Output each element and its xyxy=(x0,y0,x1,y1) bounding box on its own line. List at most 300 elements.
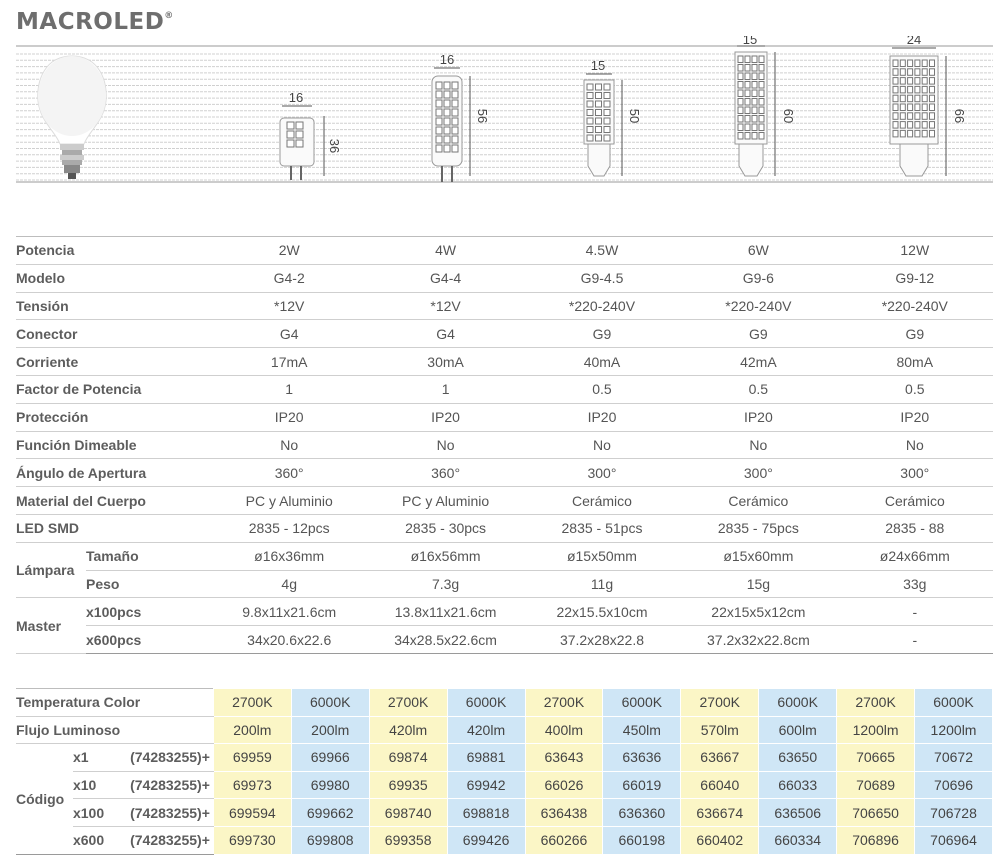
spec-value: Cerámico xyxy=(680,487,836,515)
flux-value: 200lm xyxy=(213,716,291,744)
spec-value: 40mA xyxy=(524,348,680,376)
code-qty: x600 xyxy=(72,826,117,854)
dim-height-1: 36 xyxy=(327,138,342,154)
code-value: 699662 xyxy=(291,799,369,827)
led-chip xyxy=(900,60,905,67)
led-chip xyxy=(930,122,935,129)
spec-value: 1 xyxy=(211,375,367,403)
spec-row xyxy=(16,348,993,376)
reference-bulb-icon xyxy=(38,56,107,179)
spec-value: IP20 xyxy=(680,403,836,431)
spec-value: No xyxy=(211,431,367,459)
temps-value: 2700K xyxy=(213,689,291,717)
led-chip xyxy=(604,84,610,90)
led-chip xyxy=(900,122,905,129)
code-value: 699426 xyxy=(447,826,525,854)
led-chip xyxy=(930,86,935,93)
led-chip xyxy=(596,127,602,133)
spec-row xyxy=(16,431,993,459)
code-value: 699730 xyxy=(213,826,291,854)
temps-value: 6000K xyxy=(291,689,369,717)
spec-value: IP20 xyxy=(211,403,367,431)
brand-name: MACROLED xyxy=(16,9,165,35)
spec-label: Conector xyxy=(16,320,211,348)
led-chip xyxy=(915,122,920,129)
code-value: 70689 xyxy=(837,771,915,799)
temps-label: Temperatura Color xyxy=(16,689,213,717)
led-chip xyxy=(893,113,898,120)
led-chip xyxy=(745,116,750,123)
spec-value: 2835 - 30pcs xyxy=(367,514,523,542)
led-chip xyxy=(915,60,920,67)
led-chip xyxy=(922,78,927,85)
code-row xyxy=(16,744,993,772)
spec-value: 0.5 xyxy=(837,375,993,403)
led-chip xyxy=(436,100,442,107)
spec-value: 13.8x11x21.6cm xyxy=(367,598,523,626)
codes-row-flux xyxy=(16,716,993,744)
spec-value: PC y Aluminio xyxy=(367,487,523,515)
dim-width-5: 24 xyxy=(906,36,922,47)
led-chip xyxy=(452,118,458,125)
led-chip xyxy=(752,65,757,72)
lamp-g9-12-drawing xyxy=(890,48,946,176)
code-row xyxy=(16,799,993,827)
code-value: 660266 xyxy=(525,826,603,854)
spec-value: 7.3g xyxy=(367,570,523,598)
dim-height-4: 60 xyxy=(781,108,796,124)
code-value: 70665 xyxy=(837,744,915,772)
led-chip xyxy=(587,84,593,90)
led-chip xyxy=(900,69,905,76)
spec-label: Factor de Potencia xyxy=(16,375,211,403)
led-chip xyxy=(922,95,927,102)
led-chip xyxy=(587,135,593,141)
spec-table xyxy=(16,236,993,654)
spec-value: 360° xyxy=(367,459,523,487)
led-chip xyxy=(908,113,913,120)
led-chip xyxy=(738,133,743,140)
spec-value: - xyxy=(837,626,993,654)
spec-value: PC y Aluminio xyxy=(211,487,367,515)
led-chip xyxy=(900,86,905,93)
led-chip xyxy=(900,95,905,102)
spec-value: No xyxy=(524,431,680,459)
code-prefix: (74283255)+ xyxy=(117,799,213,827)
code-value: 69874 xyxy=(369,744,447,772)
code-value: 66033 xyxy=(759,771,837,799)
code-group-label: Código xyxy=(16,744,72,854)
led-chip xyxy=(900,113,905,120)
spec-value: - xyxy=(837,598,993,626)
led-chip xyxy=(893,95,898,102)
spec-value: ø24x66mm xyxy=(837,542,993,570)
led-chip xyxy=(587,110,593,116)
code-value: 63643 xyxy=(525,744,603,772)
led-chip xyxy=(738,124,743,131)
lampara-row xyxy=(16,542,993,570)
spec-value: G4-4 xyxy=(367,264,523,292)
code-qty: x10 xyxy=(72,771,117,799)
spec-value: 4.5W xyxy=(524,237,680,265)
dim-width-3: 15 xyxy=(590,58,606,73)
led-chip xyxy=(596,84,602,90)
led-chip xyxy=(908,95,913,102)
led-chip xyxy=(893,86,898,93)
code-value: 69980 xyxy=(291,771,369,799)
led-chip xyxy=(930,69,935,76)
led-chip xyxy=(900,104,905,111)
led-chip xyxy=(893,122,898,129)
led-chip xyxy=(908,60,913,67)
led-chip xyxy=(587,118,593,124)
led-chip xyxy=(444,118,450,125)
led-chip xyxy=(922,69,927,76)
led-chip xyxy=(759,107,764,114)
code-value: 706728 xyxy=(915,799,993,827)
led-chip xyxy=(752,116,757,123)
led-chip xyxy=(893,60,898,67)
spec-value: G4 xyxy=(367,320,523,348)
code-value: 636438 xyxy=(525,799,603,827)
spec-value: 15g xyxy=(680,570,836,598)
spec-value: 2835 - 75pcs xyxy=(680,514,836,542)
spec-value: 300° xyxy=(680,459,836,487)
brand-mark: ® xyxy=(164,11,174,21)
led-chip xyxy=(922,86,927,93)
led-chip xyxy=(738,65,743,72)
led-chip xyxy=(752,107,757,114)
spec-value: 0.5 xyxy=(524,375,680,403)
led-chip xyxy=(596,101,602,107)
spec-label: Función Dimeable xyxy=(16,431,211,459)
spec-value: Cerámico xyxy=(837,487,993,515)
led-chip xyxy=(745,99,750,106)
spec-value: 30mA xyxy=(367,348,523,376)
led-chip xyxy=(922,130,927,137)
code-value: 699358 xyxy=(369,826,447,854)
temps-value: 6000K xyxy=(447,689,525,717)
led-chip xyxy=(444,145,450,152)
spec-value: 37.2x28x22.8 xyxy=(524,626,680,654)
led-chip xyxy=(930,78,935,85)
led-chip xyxy=(436,145,442,152)
led-chip xyxy=(752,82,757,89)
code-value: 69881 xyxy=(447,744,525,772)
code-prefix: (74283255)+ xyxy=(117,826,213,854)
spec-value: 33g xyxy=(837,570,993,598)
spec-value: No xyxy=(367,431,523,459)
code-value: 70696 xyxy=(915,771,993,799)
spec-value: ø15x60mm xyxy=(680,542,836,570)
led-chip xyxy=(908,104,913,111)
led-chip xyxy=(452,100,458,107)
led-chip xyxy=(908,130,913,137)
dim-height-2: 56 xyxy=(475,108,490,124)
spec-value: 42mA xyxy=(680,348,836,376)
led-chip xyxy=(915,113,920,120)
flux-value: 420lm xyxy=(447,716,525,744)
spec-value: 2835 - 12pcs xyxy=(211,514,367,542)
flux-value: 1200lm xyxy=(837,716,915,744)
led-chip xyxy=(745,133,750,140)
flux-value: 200lm xyxy=(291,716,369,744)
temps-value: 2700K xyxy=(369,689,447,717)
spec-row xyxy=(16,237,993,265)
led-chip xyxy=(596,118,602,124)
spec-value: G4-2 xyxy=(211,264,367,292)
spec-value: 34x28.5x22.6cm xyxy=(367,626,523,654)
temps-value: 6000K xyxy=(759,689,837,717)
led-chip xyxy=(745,65,750,72)
code-value: 636506 xyxy=(759,799,837,827)
spec-value: 34x20.6x22.6 xyxy=(211,626,367,654)
master-row xyxy=(16,598,993,626)
code-qty: x1 xyxy=(72,744,117,772)
led-chip xyxy=(930,60,935,67)
led-chip xyxy=(752,56,757,63)
dim-width-4: 15 xyxy=(742,36,758,47)
led-chip xyxy=(452,145,458,152)
led-chip xyxy=(893,130,898,137)
code-value: 69942 xyxy=(447,771,525,799)
code-value: 66040 xyxy=(681,771,759,799)
led-chip xyxy=(452,82,458,89)
master-sub-label: x100pcs xyxy=(86,598,211,626)
led-chip xyxy=(587,127,593,133)
led-chip xyxy=(738,99,743,106)
spec-value: 22x15x5x12cm xyxy=(680,598,836,626)
led-chip xyxy=(738,56,743,63)
led-chip xyxy=(915,78,920,85)
led-chip xyxy=(893,69,898,76)
flux-value: 420lm xyxy=(369,716,447,744)
spec-value: 22x15.5x10cm xyxy=(524,598,680,626)
spec-label: Potencia xyxy=(16,237,211,265)
spec-value: G9 xyxy=(837,320,993,348)
spec-value: G9-6 xyxy=(680,264,836,292)
spec-row xyxy=(16,320,993,348)
led-chip xyxy=(604,93,610,99)
flux-value: 400lm xyxy=(525,716,603,744)
spec-value: ø15x50mm xyxy=(524,542,680,570)
led-chip xyxy=(752,90,757,97)
spec-value: 300° xyxy=(524,459,680,487)
spec-value: G4 xyxy=(211,320,367,348)
spec-value: 4g xyxy=(211,570,367,598)
led-chip xyxy=(759,82,764,89)
spec-value: 9.8x11x21.6cm xyxy=(211,598,367,626)
spec-value: 300° xyxy=(837,459,993,487)
lampara-sub-label: Tamaño xyxy=(86,542,211,570)
spec-value: *220-240V xyxy=(524,292,680,320)
led-chip xyxy=(444,127,450,134)
led-chip xyxy=(915,86,920,93)
led-chip xyxy=(596,93,602,99)
led-chip xyxy=(444,136,450,143)
led-chip xyxy=(759,90,764,97)
led-chip xyxy=(587,101,593,107)
led-chip xyxy=(759,99,764,106)
led-chip xyxy=(745,73,750,80)
code-value: 69959 xyxy=(213,744,291,772)
codes-row-temps xyxy=(16,689,993,717)
spec-value: 11g xyxy=(524,570,680,598)
temps-value: 2700K xyxy=(837,689,915,717)
spec-label: Ángulo de Apertura xyxy=(16,459,211,487)
dim-width-2: 16 xyxy=(439,52,455,67)
lampara-group-label: Lámpara xyxy=(16,542,86,598)
spec-value: 2835 - 88 xyxy=(837,514,993,542)
dim-height-3: 50 xyxy=(627,108,642,124)
spec-value: 2835 - 51pcs xyxy=(524,514,680,542)
code-value: 699594 xyxy=(213,799,291,827)
flux-value: 570lm xyxy=(681,716,759,744)
codes-table xyxy=(16,688,993,855)
led-chip xyxy=(759,124,764,131)
product-drawings xyxy=(0,36,1007,186)
flux-label: Flujo Luminoso xyxy=(16,716,213,744)
code-value: 66019 xyxy=(603,771,681,799)
spec-value: *220-240V xyxy=(680,292,836,320)
lampara-row xyxy=(16,570,993,598)
spec-value: 2W xyxy=(211,237,367,265)
temps-value: 6000K xyxy=(603,689,681,717)
spec-label: Tensión xyxy=(16,292,211,320)
spec-value: 360° xyxy=(211,459,367,487)
led-chip xyxy=(922,122,927,129)
led-chip xyxy=(908,122,913,129)
led-chip xyxy=(444,82,450,89)
temps-value: 2700K xyxy=(525,689,603,717)
spec-value: G9 xyxy=(680,320,836,348)
spec-row xyxy=(16,403,993,431)
code-value: 69966 xyxy=(291,744,369,772)
spec-value: *12V xyxy=(367,292,523,320)
code-prefix: (74283255)+ xyxy=(117,744,213,772)
master-sub-label: x600pcs xyxy=(86,626,211,654)
led-chip xyxy=(587,93,593,99)
spec-value: 4W xyxy=(367,237,523,265)
led-chip xyxy=(745,90,750,97)
led-chip xyxy=(759,56,764,63)
code-value: 706896 xyxy=(837,826,915,854)
spec-row xyxy=(16,375,993,403)
led-chip xyxy=(893,104,898,111)
led-chip xyxy=(436,136,442,143)
led-chip xyxy=(452,91,458,98)
code-value: 660334 xyxy=(759,826,837,854)
led-chip xyxy=(922,60,927,67)
spec-value: *12V xyxy=(211,292,367,320)
led-chip xyxy=(752,124,757,131)
led-chip xyxy=(604,135,610,141)
led-chip xyxy=(752,133,757,140)
led-chip xyxy=(908,69,913,76)
led-chip xyxy=(759,116,764,123)
led-chip xyxy=(922,113,927,120)
spec-row xyxy=(16,264,993,292)
led-chip xyxy=(908,78,913,85)
master-row xyxy=(16,626,993,654)
led-chip xyxy=(922,104,927,111)
led-chip xyxy=(436,109,442,116)
spec-value: *220-240V xyxy=(837,292,993,320)
led-chip xyxy=(452,127,458,134)
code-value: 70672 xyxy=(915,744,993,772)
led-chip xyxy=(436,91,442,98)
code-row xyxy=(16,826,993,854)
code-value: 69935 xyxy=(369,771,447,799)
flux-value: 600lm xyxy=(759,716,837,744)
led-chip xyxy=(752,73,757,80)
spec-row xyxy=(16,459,993,487)
code-value: 63636 xyxy=(603,744,681,772)
master-group-label: Master xyxy=(16,598,86,654)
led-chip xyxy=(444,91,450,98)
code-row xyxy=(16,771,993,799)
led-chip xyxy=(930,104,935,111)
code-value: 63667 xyxy=(681,744,759,772)
led-chip xyxy=(745,82,750,89)
led-chip xyxy=(604,118,610,124)
spec-label: Modelo xyxy=(16,264,211,292)
led-chip xyxy=(759,73,764,80)
led-chip xyxy=(759,65,764,72)
code-value: 636674 xyxy=(681,799,759,827)
spec-label: Corriente xyxy=(16,348,211,376)
led-chip xyxy=(759,133,764,140)
spec-value: 6W xyxy=(680,237,836,265)
spec-value: IP20 xyxy=(367,403,523,431)
spec-value: 1 xyxy=(367,375,523,403)
led-chip xyxy=(915,104,920,111)
spec-value: 17mA xyxy=(211,348,367,376)
led-chip xyxy=(452,109,458,116)
led-chip xyxy=(436,127,442,134)
spec-label: Material del Cuerpo xyxy=(16,487,211,515)
spec-value: ø16x36mm xyxy=(211,542,367,570)
spec-value: 37.2x32x22.8cm xyxy=(680,626,836,654)
code-value: 706650 xyxy=(837,799,915,827)
led-chip xyxy=(444,100,450,107)
code-value: 69973 xyxy=(213,771,291,799)
code-value: 66026 xyxy=(525,771,603,799)
code-value: 698740 xyxy=(369,799,447,827)
led-chip xyxy=(752,99,757,106)
led-chip xyxy=(930,130,935,137)
spec-value: IP20 xyxy=(837,403,993,431)
led-chip xyxy=(745,56,750,63)
led-chip xyxy=(436,82,442,89)
led-chip xyxy=(738,73,743,80)
led-chip xyxy=(604,110,610,116)
led-chip xyxy=(745,107,750,114)
spec-value: Cerámico xyxy=(524,487,680,515)
spec-label: Protección xyxy=(16,403,211,431)
led-chip xyxy=(930,113,935,120)
spec-value: G9-12 xyxy=(837,264,993,292)
dim-width-1: 16 xyxy=(288,90,304,105)
spec-value: No xyxy=(837,431,993,459)
led-chip xyxy=(745,124,750,131)
spec-row xyxy=(16,514,993,542)
code-value: 636360 xyxy=(603,799,681,827)
led-chip xyxy=(930,95,935,102)
led-chip xyxy=(738,107,743,114)
led-chip xyxy=(452,136,458,143)
spec-label: LED SMD xyxy=(16,514,211,542)
